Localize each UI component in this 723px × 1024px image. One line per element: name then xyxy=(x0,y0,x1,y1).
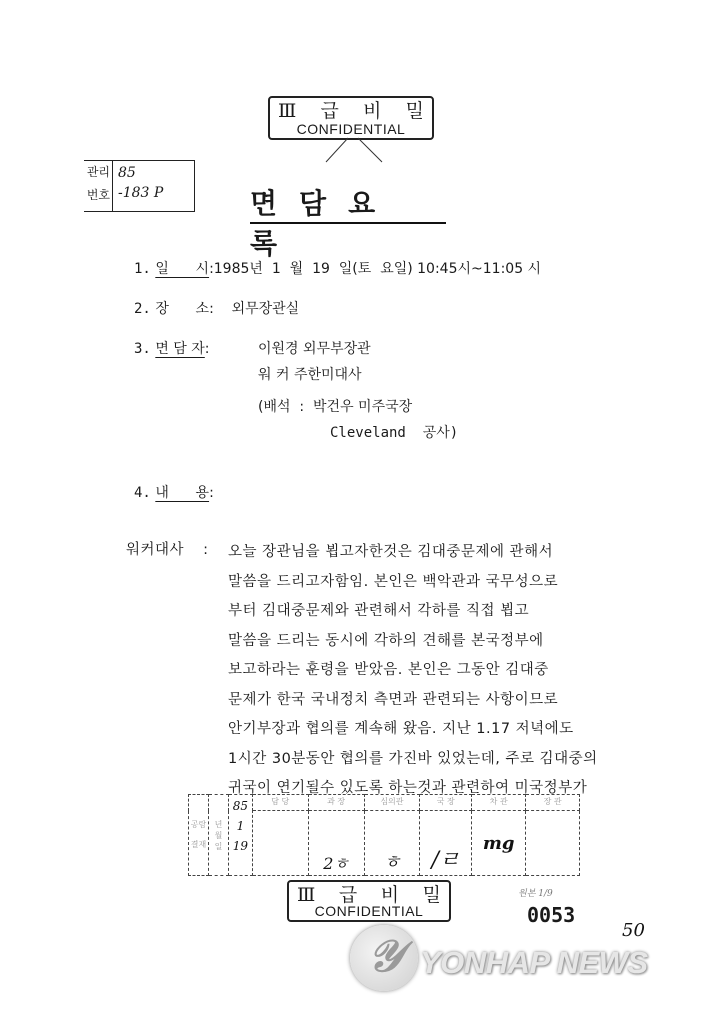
speaker-label: 워커대사 : xyxy=(126,542,209,558)
participant-line: (배석 : 박건우 미주국장 xyxy=(258,399,413,415)
item-content-label: 내 용 xyxy=(155,485,210,501)
item-place-value: : 외무장관실 xyxy=(209,301,300,317)
approval-table xyxy=(188,794,580,876)
document-title: 면담요록 xyxy=(250,187,398,260)
watermark-text: YONHAP NEWS xyxy=(420,945,648,980)
approval-signature: ㅎ xyxy=(364,811,420,876)
item-date-value: :1985년 1 월 19 일(토 요일) 10:45시~11:05 시 xyxy=(209,261,542,277)
approval-header: 과 장 xyxy=(308,795,364,811)
speech-line: 보고하라는 훈령을 받았음. 본인은 그동안 김대중 xyxy=(228,662,549,678)
speech-line: 1시간 30분동안 협의를 가진바 있었는데, 주로 김대중의 xyxy=(228,750,598,767)
item-participants: 3. 면 담 자: xyxy=(134,341,210,357)
item-participants-label: 면 담 자 xyxy=(155,341,205,357)
item-place-label: 장 소 xyxy=(155,301,210,317)
document-number: 0053 xyxy=(527,903,576,927)
speech-line: 귀국이 연기될수 있도록 하는것과 관련하여 미국정부가 xyxy=(228,780,588,796)
participant-line: Cleveland 공사) xyxy=(330,425,459,441)
approval-signature xyxy=(526,811,580,876)
approval-header: 국 장 xyxy=(420,795,472,811)
page-mark: 50 xyxy=(622,920,645,941)
yonhap-logo-icon: 𝒴 xyxy=(350,925,418,991)
approval-signature: 2ㅎ xyxy=(308,811,364,876)
speech-line: 문제가 한국 국내정치 측면과 관련되는 사항이므로 xyxy=(228,691,559,708)
item-date: 1. 일 시:1985년 1 월 19 일(토 요일) 10:45시~11:05 시 xyxy=(134,261,542,277)
participant-line: 워 커 주한미대사 xyxy=(258,367,362,383)
approval-signature: /ㄹ xyxy=(420,811,472,876)
confidential-label: CONFIDENTIAL xyxy=(314,903,424,919)
speech-line: 부터 김대중문제와 관련해서 각하를 직접 뵙고 xyxy=(228,603,530,619)
approval-header: 심의관 xyxy=(364,795,420,811)
confidential-label: CONFIDENTIAL xyxy=(296,121,406,137)
management-number-value: 85 -183 P xyxy=(118,165,164,201)
approval-signature xyxy=(252,811,308,876)
approval-header: 담 당 xyxy=(252,795,308,811)
title-underline xyxy=(250,222,446,224)
stamp-strike-lines xyxy=(320,134,390,164)
item-place: 2. 장 소: 외무장관실 xyxy=(134,301,300,317)
management-number-box xyxy=(84,160,195,212)
management-number-label: 관리 번호 xyxy=(84,161,113,211)
handwritten-note: 원본 1/9 xyxy=(518,889,553,899)
speech-line: 말씀을 드리고자함임. 본인은 백악관과 국무성으로 xyxy=(228,573,559,590)
approval-signature: mg xyxy=(472,811,526,876)
approval-header: 장 관 xyxy=(526,795,580,811)
item-content: 4. 내 용: xyxy=(134,485,214,501)
speech-line: 오늘 장관님을 뵙고자한것은 김대중문제에 관해서 xyxy=(228,544,554,560)
approval-date-unit: 년 월 일 xyxy=(208,795,228,876)
speech-body xyxy=(228,538,598,804)
classification-level: Ⅲ 급 비 밀 xyxy=(297,884,441,906)
approval-header: 차 관 xyxy=(472,795,526,811)
participant-line: 이원경 외무부장관 xyxy=(258,341,371,357)
speech-line: 말씀을 드리는 동시에 각하의 견해를 본국정부에 xyxy=(228,632,544,649)
speech-line: 안기부장과 협의를 계속해 왔음. 지난 1.17 저녁에도 xyxy=(228,721,574,737)
item-date-label: 일 시 xyxy=(155,261,210,277)
approval-date: 85 1 19 xyxy=(228,795,252,876)
approval-side-label: 공람 결재 xyxy=(189,795,209,876)
classification-level: Ⅲ 급 비 밀 xyxy=(278,100,424,122)
classification-stamp-bottom xyxy=(287,880,451,922)
